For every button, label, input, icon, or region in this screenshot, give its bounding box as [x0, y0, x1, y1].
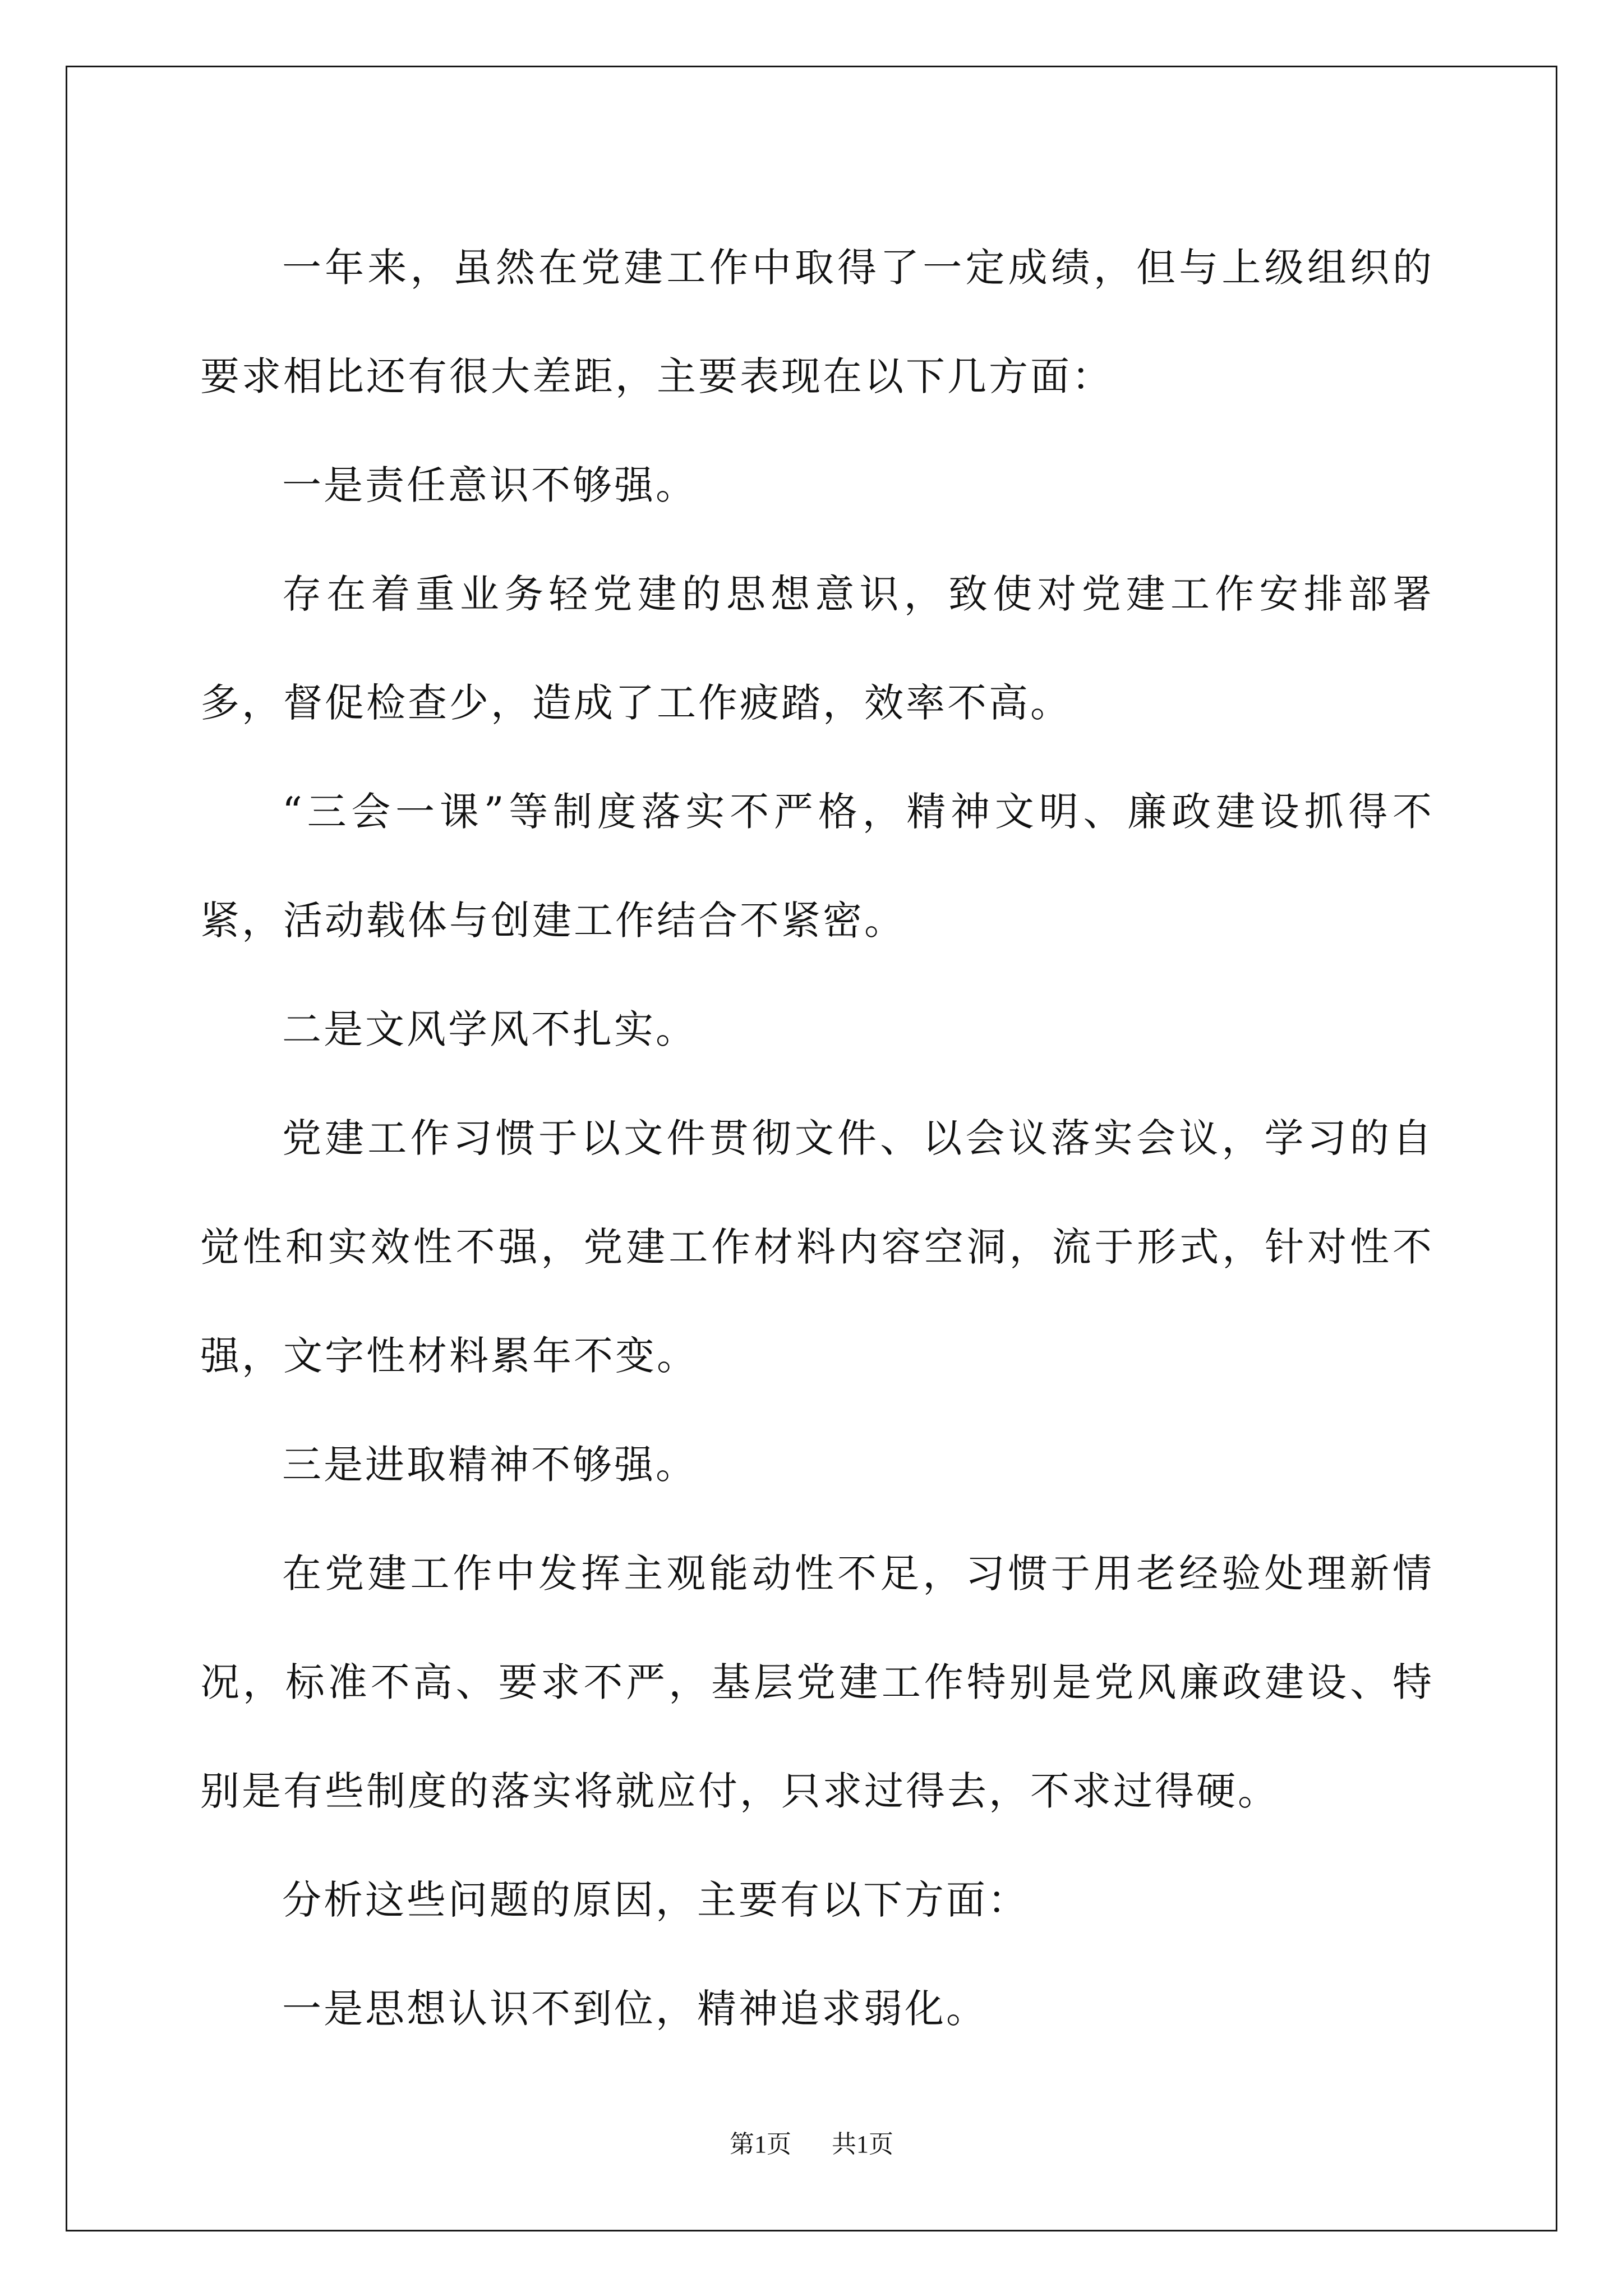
paragraph: 党建工作习惯于以文件贯彻文件、以会议落实会议，学习的自觉性和实效性不强，党建工作材料内容空洞，流于形式，针对性不强，文字性材料累年不变。	[200, 1115, 1434, 1379]
paragraph: 二是文风学风不扎实。	[282, 1006, 697, 1052]
paragraph: “三会一课”等制度落实不严格，精神文明、廉政建设抓得不紧，活动载体与创建工作结合不紧密。	[200, 789, 1434, 944]
page-total: 共1页	[832, 2131, 893, 2158]
paragraph: 存在着重业务轻党建的思想意识，致使对党建工作安排部署多，督促检查少，造成了工作疲踏，效率不高。	[200, 571, 1434, 726]
document-body	[200, 213, 1434, 2063]
page-number: 第1页	[730, 2131, 791, 2158]
paragraph: 在党建工作中发挥主观能动性不足，习惯于用老经验处理新情况，标准不高、要求不严，基层党建工作特别是党风廉政建设、特别是有些制度的落实将就应付，只求过得去，不求过得硬。	[200, 1550, 1434, 1814]
page-footer	[0, 2128, 1623, 2161]
paragraph: 一是责任意识不够强。	[282, 462, 697, 508]
paragraph: 三是进取精神不够强。	[282, 1442, 697, 1488]
paragraph: 分析这些问题的原因，主要有以下方面：	[282, 1877, 1029, 1923]
paragraph: 一年来，虽然在党建工作中取得了一定成绩，但与上级组织的要求相比还有很大差距，主要表现在以下几方面：	[200, 245, 1434, 399]
paragraph: 一是思想认识不到位，精神追求弱化。	[282, 1986, 988, 2032]
